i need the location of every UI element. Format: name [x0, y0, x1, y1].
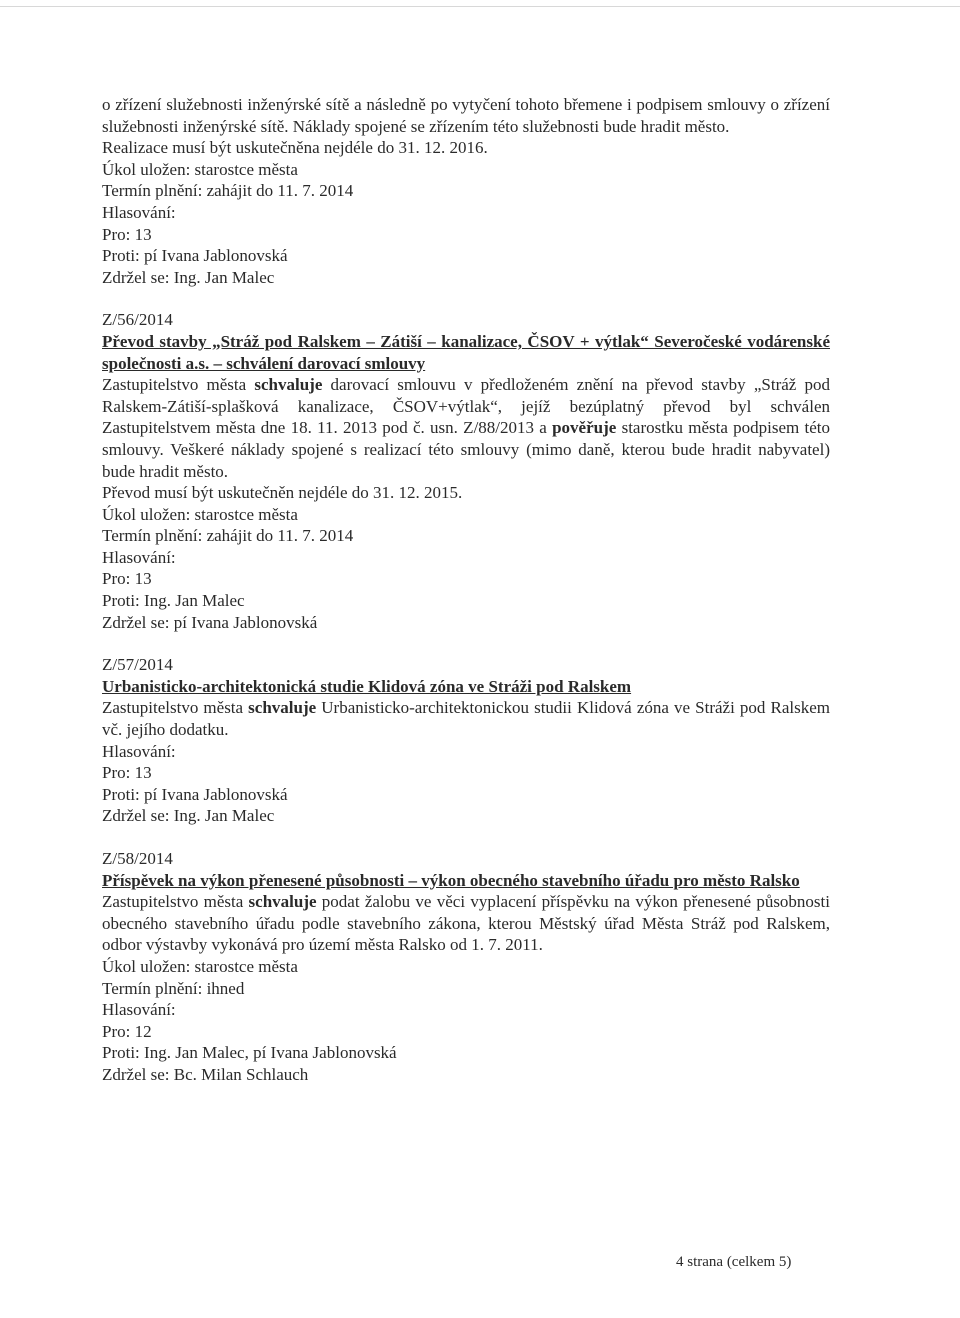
- resolution-text: [102, 374, 830, 482]
- vote-proti: Proti: Ing. Jan Malec, pí Ivana Jablonovská: [102, 1043, 397, 1063]
- text-part: starostku města podpisem této smlouvy. Veškeré náklady spojené s realizací této smlouvy (mimo daně, kterou bude hradit nabyvatel) bude hradit město.: [102, 418, 830, 481]
- voting-label: Hlasování:: [102, 741, 176, 761]
- resolution-number: Z/56/2014: [102, 310, 173, 330]
- intro-realization: Realizace musí být uskutečněna nejdéle do 31. 12. 2016.: [102, 138, 488, 158]
- intro-paragraph: o zřízení služebnosti inženýrské sítě a následně po vytyčení tohoto břemene i podpisem smlouvy o zřízení služebnosti inženýrské sítě. Náklady spojené se zřízením této služebnosti bude hradit město.: [102, 95, 830, 136]
- intro-vote-zdrzel: Zdržel se: Ing. Jan Malec: [102, 267, 275, 287]
- keyword-schvaluje: schvaluje: [248, 892, 317, 912]
- resolution-task: Úkol uložen: starostce města: [102, 504, 298, 524]
- vote-zdrzel: Zdržel se: pí Ivana Jablonovská: [102, 612, 318, 632]
- resolution-deadline: Termín plnění: ihned: [102, 978, 245, 998]
- intro-vote-pro: Pro: 13: [102, 224, 152, 244]
- resolution-z56: [102, 309, 830, 633]
- spacer: [102, 633, 830, 654]
- resolution-number: Z/58/2014: [102, 849, 173, 868]
- keyword-schvaluje: schvaluje: [248, 698, 317, 718]
- resolution-realization: Převod musí být uskutečněn nejdéle do 31. 12. 2015.: [102, 483, 463, 503]
- vote-proti: Proti: pí Ivana Jablonovská: [102, 784, 288, 804]
- vote-pro: Pro: 13: [102, 763, 152, 783]
- intro-section: [102, 94, 830, 288]
- vote-zdrzel: Zdržel se: Ing. Jan Malec: [102, 806, 275, 826]
- resolution-z57: [102, 654, 830, 827]
- vote-zdrzel: Zdržel se: Bc. Milan Schlauch: [102, 1064, 309, 1084]
- intro-task: Úkol uložen: starostce města: [102, 159, 298, 179]
- keyword-schvaluje: schvaluje: [254, 375, 323, 395]
- resolution-z58: [102, 848, 830, 1086]
- resolution-deadline: Termín plnění: zahájit do 11. 7. 2014: [102, 526, 354, 546]
- text-part: Zastupitelstvo města: [102, 892, 249, 912]
- resolution-title: Urbanisticko-architektonická studie Klidová zóna ve Stráži pod Ralskem: [102, 676, 632, 696]
- keyword-poveruje: pověřuje: [552, 418, 617, 438]
- spacer: [102, 288, 830, 309]
- vote-pro: Pro: 12: [102, 1021, 152, 1041]
- resolution-title: Příspěvek na výkon přenesené působnosti – výkon obecného stavebního úřadu pro město Ralsko: [102, 870, 800, 890]
- resolution-text: [102, 697, 830, 740]
- top-rule: [0, 6, 960, 7]
- voting-label: Hlasování:: [102, 1000, 176, 1020]
- vote-proti: Proti: Ing. Jan Malec: [102, 591, 245, 611]
- document-page: [102, 94, 830, 1086]
- text-part: Zastupitelstvo města: [102, 375, 255, 395]
- page-number-footer: 4 strana (celkem 5): [676, 1254, 792, 1270]
- text-part: Urbanisticko-architektonickou studii Klidová zóna ve Stráži pod Ralskem vč. jejího dodatku.: [102, 698, 830, 740]
- text-part: Zastupitelstvo města: [102, 698, 249, 718]
- text-part: podat žalobu ve věci vyplacení příspěvku na výkon přenesené působnosti obecného stavebního úřadu podle stavebního zákona, kterou Městský úřad Města Stráž pod Ralskem, odbor výstavby vykonává pro území města Ralsko od 1. 7. 2011.: [102, 892, 830, 955]
- voting-label: Hlasování:: [102, 547, 176, 567]
- spacer: [102, 827, 830, 848]
- intro-deadline: Termín plnění: zahájit do 11. 7. 2014: [102, 181, 354, 201]
- intro-vote-proti: Proti: pí Ivana Jablonovská: [102, 246, 288, 266]
- vote-pro: Pro: 13: [102, 569, 152, 589]
- resolution-number: Z/57/2014: [102, 655, 173, 675]
- resolution-title: Převod stavby „Stráž pod Ralskem – Zátiší – kanalizace, ČSOV + výtlak“ Severočeské vodárenské společnosti a.s. – schválení darovací smlouvy: [102, 331, 830, 373]
- resolution-text: [102, 891, 830, 956]
- text-part: darovací smlouvu v předloženém znění na převod stavby „Stráž pod Ralskem-Zátiší-splašková kanalizace, ČSOV+výtlak“, jejíž bezúplatný převod byl schválen Zastupitelstvem města dne 18. 11. 2013 pod č. usn. Z/88/2013 a: [102, 375, 831, 438]
- intro-voting-label: Hlasování:: [102, 202, 176, 222]
- resolution-task: Úkol uložen: starostce města: [102, 956, 298, 976]
